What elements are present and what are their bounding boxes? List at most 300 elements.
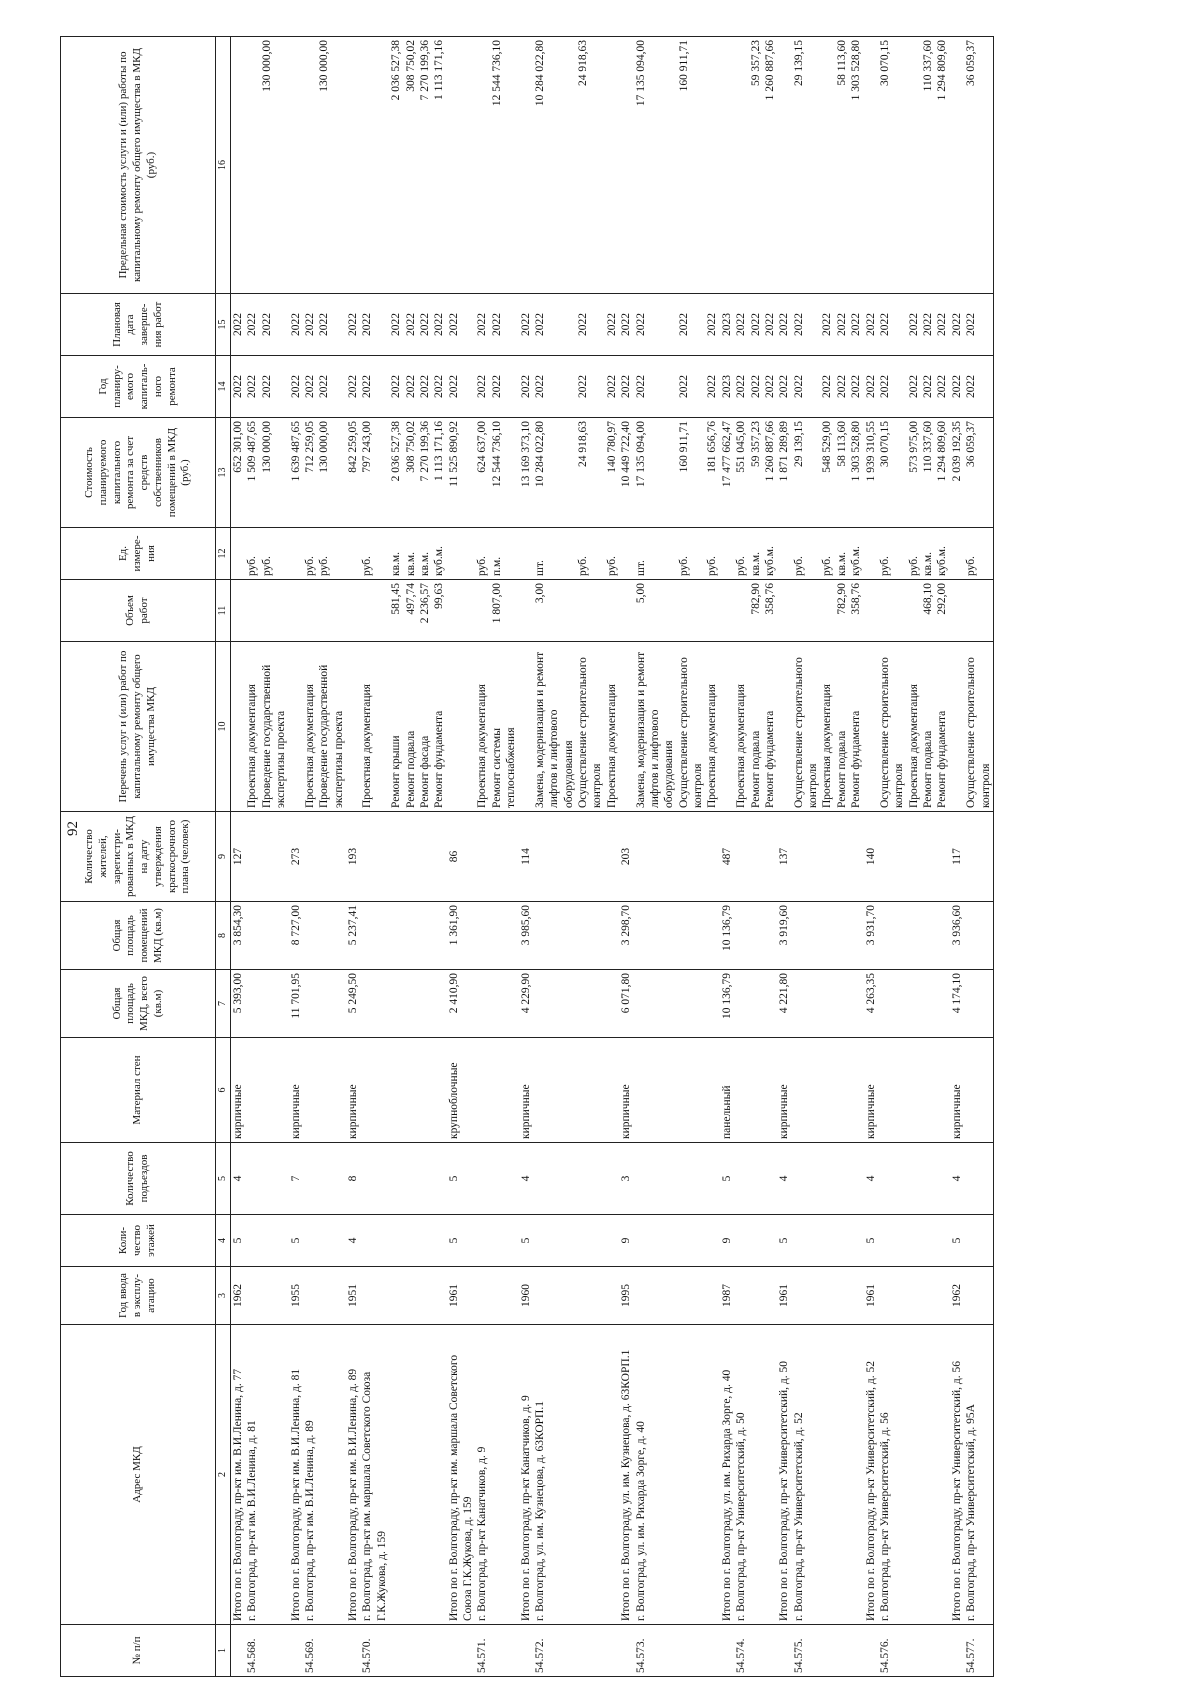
table-cell bbox=[317, 1625, 346, 1677]
table-cell bbox=[935, 1267, 949, 1325]
table-cell bbox=[907, 1038, 921, 1143]
table-cell: 5 bbox=[231, 1215, 246, 1267]
table-cell bbox=[619, 1625, 633, 1677]
table-cell bbox=[317, 1038, 346, 1143]
table-cell bbox=[260, 970, 289, 1038]
table-cell: 130 000,00 bbox=[260, 37, 289, 294]
table-cell bbox=[260, 1038, 289, 1143]
table-cell bbox=[950, 528, 964, 580]
table-cell bbox=[533, 812, 576, 902]
table-cell bbox=[260, 1267, 289, 1325]
table-cell bbox=[231, 642, 246, 812]
table-cell: 1 294 809,60 bbox=[935, 37, 949, 294]
table-cell bbox=[820, 1625, 834, 1677]
table-cell bbox=[447, 580, 476, 642]
table-cell: 17 135 094,00 bbox=[634, 37, 677, 294]
table-cell: 86 bbox=[447, 812, 476, 902]
table-cell bbox=[792, 580, 821, 642]
table-row bbox=[245, 37, 259, 1677]
table-cell bbox=[231, 580, 246, 642]
table-row bbox=[749, 37, 763, 1677]
table-cell bbox=[964, 1038, 993, 1143]
table-cell bbox=[878, 902, 907, 970]
column-number: 12 bbox=[216, 528, 231, 580]
table-cell: 358,76 bbox=[849, 580, 863, 642]
table-cell bbox=[835, 1267, 849, 1325]
table-cell: 54.577. bbox=[964, 1625, 993, 1677]
table-cell bbox=[245, 970, 259, 1038]
table-cell bbox=[533, 1267, 576, 1325]
table-cell: 2022 bbox=[734, 356, 748, 418]
table-cell: 2022 bbox=[231, 356, 246, 418]
table-cell: 1995 bbox=[619, 1267, 633, 1325]
table-cell: г. Волгоград, пр-кт им. маршала Советского Союза Г.К.Жукова, д. 159 bbox=[360, 1325, 389, 1625]
column-number: 7 bbox=[216, 970, 231, 1038]
table-cell bbox=[777, 1625, 791, 1677]
table-cell bbox=[317, 580, 346, 642]
table-cell: 110 337,60 bbox=[921, 418, 935, 528]
table-cell: 1 807,00 bbox=[490, 580, 519, 642]
table-cell: Ремонт подвала bbox=[404, 642, 418, 812]
table-cell bbox=[907, 580, 921, 642]
table-cell bbox=[245, 812, 259, 902]
table-cell bbox=[734, 1143, 748, 1215]
table-cell: Итого по г. Волгограду, пр-кт Канатчиков, д. 9 bbox=[519, 1325, 533, 1625]
table-cell bbox=[303, 1038, 317, 1143]
table-cell: 3,00 bbox=[533, 580, 576, 642]
column-number-row bbox=[216, 37, 231, 1677]
table-cell: 2022 bbox=[418, 356, 432, 418]
table-cell bbox=[475, 1267, 489, 1325]
table-cell bbox=[849, 970, 863, 1038]
table-cell: 551 045,00 bbox=[734, 418, 748, 528]
table-cell bbox=[921, 1625, 935, 1677]
table-cell bbox=[763, 1215, 777, 1267]
table-cell: 2022 bbox=[447, 356, 476, 418]
table-cell bbox=[705, 37, 719, 294]
table-cell: 2022 bbox=[360, 356, 389, 418]
table-cell: 1961 bbox=[864, 1267, 878, 1325]
table-cell bbox=[576, 902, 605, 970]
table-cell bbox=[907, 970, 921, 1038]
table-cell: Ремонт системы теплоснабжения bbox=[490, 642, 519, 812]
table-cell bbox=[749, 902, 763, 970]
table-cell bbox=[950, 580, 964, 642]
table-cell bbox=[677, 1625, 706, 1677]
table-cell bbox=[792, 812, 821, 902]
table-cell bbox=[475, 1143, 489, 1215]
table-cell: 6 071,80 bbox=[619, 970, 633, 1038]
table-cell bbox=[360, 812, 389, 902]
table-cell bbox=[950, 1625, 964, 1677]
table-cell bbox=[964, 1267, 993, 1325]
table-cell bbox=[677, 1267, 706, 1325]
table-cell bbox=[634, 1038, 677, 1143]
table-cell: 2022 bbox=[705, 356, 719, 418]
table-cell: 2022 bbox=[317, 356, 346, 418]
table-cell bbox=[835, 1038, 849, 1143]
table-cell: 2022 bbox=[878, 294, 907, 356]
table-cell bbox=[792, 1215, 821, 1267]
table-cell bbox=[792, 970, 821, 1038]
table-cell: Замена, модернизация и ремонт лифтов и лифтового оборудования bbox=[533, 642, 576, 812]
table-cell: 2 036 527,38 bbox=[389, 37, 403, 294]
table-cell bbox=[389, 1038, 403, 1143]
table-cell bbox=[734, 1038, 748, 1143]
table-cell bbox=[475, 1215, 489, 1267]
table-cell bbox=[418, 1215, 432, 1267]
table-cell bbox=[749, 970, 763, 1038]
table-cell bbox=[734, 1215, 748, 1267]
table-cell: 1 871 289,89 bbox=[777, 418, 791, 528]
table-row bbox=[763, 37, 777, 1677]
table-row bbox=[317, 37, 346, 1677]
table-cell: кв.м. bbox=[418, 528, 432, 580]
table-cell bbox=[475, 1038, 489, 1143]
table-cell bbox=[820, 812, 834, 902]
table-cell: 2022 bbox=[519, 356, 533, 418]
table-cell: Итого по г. Волгограду, пр-кт им. В.И.Ленина, д. 81 bbox=[289, 1325, 303, 1625]
column-number: 2 bbox=[216, 1325, 231, 1625]
table-cell: 1 294 809,60 bbox=[935, 418, 949, 528]
table-cell bbox=[346, 37, 360, 294]
table-cell: 54.576. bbox=[878, 1625, 907, 1677]
table-cell bbox=[389, 1625, 403, 1677]
table-cell bbox=[634, 1143, 677, 1215]
table-cell: 2022 bbox=[792, 294, 821, 356]
table-cell bbox=[878, 812, 907, 902]
table-cell bbox=[734, 812, 748, 902]
table-cell bbox=[763, 1625, 777, 1677]
table-cell: п.м. bbox=[490, 528, 519, 580]
table-cell bbox=[964, 1143, 993, 1215]
table-cell bbox=[432, 1038, 446, 1143]
table-cell bbox=[303, 37, 317, 294]
table-cell: 782,90 bbox=[749, 580, 763, 642]
table-cell bbox=[519, 1625, 533, 1677]
table-cell: 2022 bbox=[533, 294, 576, 356]
table-cell bbox=[677, 580, 706, 642]
table-cell bbox=[835, 1215, 849, 1267]
table-cell: 4 221,80 bbox=[777, 970, 791, 1038]
table-cell bbox=[533, 902, 576, 970]
table-cell bbox=[475, 902, 489, 970]
table-row bbox=[576, 37, 605, 1677]
table-cell bbox=[763, 902, 777, 970]
table-cell bbox=[705, 1267, 719, 1325]
table-cell bbox=[792, 902, 821, 970]
table-cell bbox=[964, 970, 993, 1038]
table-cell: 8 bbox=[346, 1143, 360, 1215]
table-cell: куб.м. bbox=[849, 528, 863, 580]
table-cell bbox=[303, 580, 317, 642]
table-cell: 2022 bbox=[533, 356, 576, 418]
table-cell bbox=[935, 1143, 949, 1215]
table-cell: 58 113,60 bbox=[835, 418, 849, 528]
table-cell bbox=[447, 37, 476, 294]
table-cell: 2022 bbox=[921, 294, 935, 356]
table-cell bbox=[921, 812, 935, 902]
table-cell bbox=[935, 812, 949, 902]
table-cell bbox=[245, 580, 259, 642]
column-number: 10 bbox=[216, 642, 231, 812]
table-cell: 2022 bbox=[835, 294, 849, 356]
table-cell: 2022 bbox=[749, 356, 763, 418]
table-cell bbox=[576, 1215, 605, 1267]
table-cell: 497,74 bbox=[404, 580, 418, 642]
table-cell: Осуществление строительного контроля bbox=[576, 642, 605, 812]
table-cell: г. Волгоград, пр-кт им. В.И.Ленина, д. 89 bbox=[303, 1325, 317, 1625]
table-cell: 2022 bbox=[475, 294, 489, 356]
table-cell bbox=[878, 1143, 907, 1215]
column-header: Коли-чество этажей bbox=[61, 1215, 216, 1267]
table-cell bbox=[835, 902, 849, 970]
table-cell: 2022 bbox=[705, 294, 719, 356]
table-cell bbox=[346, 580, 360, 642]
table-cell bbox=[820, 970, 834, 1038]
table-cell bbox=[303, 970, 317, 1038]
table-cell bbox=[533, 1215, 576, 1267]
table-cell bbox=[835, 1625, 849, 1677]
table-cell: 782,90 bbox=[835, 580, 849, 642]
table-cell bbox=[720, 1625, 734, 1677]
table-cell bbox=[418, 1267, 432, 1325]
column-number: 6 bbox=[216, 1038, 231, 1143]
table-cell: 797 243,00 bbox=[360, 418, 389, 528]
table-cell: 1955 bbox=[289, 1267, 303, 1325]
table-cell bbox=[619, 37, 633, 294]
table-cell: 5 bbox=[864, 1215, 878, 1267]
table-cell bbox=[619, 528, 633, 580]
table-cell bbox=[964, 1215, 993, 1267]
table-cell: Итого по г. Волгограду, пр-кт Университетский, д. 50 bbox=[777, 1325, 791, 1625]
table-cell: 4 bbox=[346, 1215, 360, 1267]
table-cell bbox=[490, 1038, 519, 1143]
table-cell bbox=[533, 970, 576, 1038]
table-cell: панельный bbox=[720, 1038, 734, 1143]
table-cell bbox=[849, 1038, 863, 1143]
table-cell bbox=[576, 812, 605, 902]
table-cell: г. Волгоград, ул. им. Кузнецова, д. 63КОРП.1 bbox=[533, 1325, 576, 1625]
table-cell bbox=[404, 1143, 418, 1215]
table-cell: 13 169 373,10 bbox=[519, 418, 533, 528]
table-cell: 2022 bbox=[849, 294, 863, 356]
table-row bbox=[490, 37, 519, 1677]
table-cell bbox=[317, 812, 346, 902]
column-header: Адрес МКД bbox=[61, 1325, 216, 1625]
table-cell bbox=[849, 902, 863, 970]
table-cell bbox=[705, 1215, 719, 1267]
table-cell: руб. bbox=[792, 528, 821, 580]
table-cell bbox=[346, 642, 360, 812]
table-cell bbox=[490, 1325, 519, 1625]
table-cell bbox=[720, 642, 734, 812]
table-cell: шт. bbox=[533, 528, 576, 580]
table-cell: Осуществление строительного контроля bbox=[677, 642, 706, 812]
table-cell: 2022 bbox=[878, 356, 907, 418]
table-cell bbox=[763, 812, 777, 902]
table-row bbox=[950, 37, 964, 1677]
table-cell: 193 bbox=[346, 812, 360, 902]
table-cell: 160 911,71 bbox=[677, 418, 706, 528]
table-cell bbox=[490, 1215, 519, 1267]
table-cell: 140 bbox=[864, 812, 878, 902]
table-cell bbox=[317, 1267, 346, 1325]
table-cell: руб. bbox=[878, 528, 907, 580]
table-cell: 54.570. bbox=[360, 1625, 389, 1677]
table-cell: 2022 bbox=[634, 356, 677, 418]
table-cell bbox=[490, 812, 519, 902]
table-cell bbox=[864, 1625, 878, 1677]
table-cell bbox=[935, 970, 949, 1038]
table-cell bbox=[475, 970, 489, 1038]
table-cell bbox=[705, 902, 719, 970]
column-number: 3 bbox=[216, 1267, 231, 1325]
table-cell: 1962 bbox=[231, 1267, 246, 1325]
table-cell: 2022 bbox=[907, 356, 921, 418]
table-cell: 2022 bbox=[907, 294, 921, 356]
table-cell: 17 135 094,00 bbox=[634, 418, 677, 528]
table-cell bbox=[447, 642, 476, 812]
table-cell: Итого по г. Волгограду, пр-кт им. В.И.Ленина, д. 77 bbox=[231, 1325, 246, 1625]
table-cell bbox=[360, 1267, 389, 1325]
column-header: Объем работ bbox=[61, 580, 216, 642]
table-cell: 2022 bbox=[950, 356, 964, 418]
table-body bbox=[231, 37, 994, 1677]
table-cell: 2022 bbox=[317, 294, 346, 356]
table-cell bbox=[964, 812, 993, 902]
table-row bbox=[418, 37, 432, 1677]
table-cell: 842 259,05 bbox=[346, 418, 360, 528]
table-cell bbox=[935, 1325, 949, 1625]
capital-repair-table bbox=[60, 36, 994, 1677]
table-cell: 548 529,00 bbox=[820, 418, 834, 528]
table-cell bbox=[245, 1267, 259, 1325]
table-cell bbox=[734, 902, 748, 970]
table-cell bbox=[605, 902, 619, 970]
table-cell: 11 701,95 bbox=[289, 970, 303, 1038]
table-cell bbox=[432, 902, 446, 970]
table-cell: руб. bbox=[705, 528, 719, 580]
table-cell bbox=[878, 1267, 907, 1325]
table-cell: 2022 bbox=[245, 294, 259, 356]
table-cell: 1961 bbox=[777, 1267, 791, 1325]
table-cell bbox=[749, 812, 763, 902]
table-cell bbox=[777, 528, 791, 580]
table-cell: 2022 bbox=[404, 294, 418, 356]
table-cell: 4 bbox=[864, 1143, 878, 1215]
table-cell: 24 918,63 bbox=[576, 418, 605, 528]
column-number: 5 bbox=[216, 1143, 231, 1215]
table-cell bbox=[245, 902, 259, 970]
table-cell bbox=[849, 812, 863, 902]
table-cell bbox=[260, 1143, 289, 1215]
table-cell: 117 bbox=[950, 812, 964, 902]
table-cell bbox=[777, 642, 791, 812]
table-cell: 4 bbox=[231, 1143, 246, 1215]
table-cell bbox=[749, 1143, 763, 1215]
table-cell bbox=[289, 1625, 303, 1677]
table-cell bbox=[389, 902, 403, 970]
table-cell: г. Волгоград, пр-кт Канатчиков, д. 9 bbox=[475, 1325, 489, 1625]
table-cell: 54.575. bbox=[792, 1625, 821, 1677]
table-cell bbox=[418, 902, 432, 970]
table-cell bbox=[820, 1267, 834, 1325]
table-cell: кв.м. bbox=[389, 528, 403, 580]
table-cell bbox=[432, 1215, 446, 1267]
table-row bbox=[404, 37, 418, 1677]
table-cell bbox=[576, 1625, 605, 1677]
table-cell bbox=[289, 37, 303, 294]
table-cell: 2022 bbox=[777, 294, 791, 356]
table-cell bbox=[964, 580, 993, 642]
table-cell: 30 070,15 bbox=[878, 37, 907, 294]
table-cell bbox=[432, 1267, 446, 1325]
table-cell bbox=[418, 1325, 432, 1625]
table-cell bbox=[921, 970, 935, 1038]
table-cell bbox=[605, 37, 619, 294]
table-cell bbox=[317, 970, 346, 1038]
column-header: Материал стен bbox=[61, 1038, 216, 1143]
table-cell: Ремонт фундамента bbox=[935, 642, 949, 812]
table-cell: 10 284 022,80 bbox=[533, 37, 576, 294]
table-cell bbox=[677, 812, 706, 902]
table-row bbox=[907, 37, 921, 1677]
table-cell bbox=[634, 902, 677, 970]
column-header: Стоимость планируемого капитального ремонта за счет средств собственников помещений в МКД (руб.) bbox=[61, 418, 216, 528]
table-cell: куб.м. bbox=[935, 528, 949, 580]
table-cell: 5 bbox=[289, 1215, 303, 1267]
table-cell bbox=[303, 902, 317, 970]
column-number: 16 bbox=[216, 37, 231, 294]
column-header: Ед. измере-ния bbox=[61, 528, 216, 580]
table-cell: г. Волгоград, ул. им. Рихарда Зорге, д. 40 bbox=[634, 1325, 677, 1625]
table-cell bbox=[907, 1267, 921, 1325]
table-cell: 1 303 528,80 bbox=[849, 418, 863, 528]
table-cell: 7 bbox=[289, 1143, 303, 1215]
table-cell: 2 236,57 bbox=[418, 580, 432, 642]
table-cell: 4 263,35 bbox=[864, 970, 878, 1038]
table-cell: Осуществление строительного контроля bbox=[964, 642, 993, 812]
table-cell bbox=[231, 1625, 246, 1677]
table-cell bbox=[389, 1143, 403, 1215]
table-cell bbox=[418, 970, 432, 1038]
table-cell: 5 bbox=[720, 1143, 734, 1215]
table-cell: 30 070,15 bbox=[878, 418, 907, 528]
table-cell bbox=[303, 1215, 317, 1267]
column-header: Количество подъездов bbox=[61, 1143, 216, 1215]
table-cell: Проектная документация bbox=[245, 642, 259, 812]
table-cell bbox=[260, 1325, 289, 1625]
table-row bbox=[346, 37, 360, 1677]
table-cell: 181 656,76 bbox=[705, 418, 719, 528]
table-cell bbox=[289, 642, 303, 812]
table-cell bbox=[418, 812, 432, 902]
table-cell bbox=[245, 1143, 259, 1215]
table-cell: 58 113,60 bbox=[835, 37, 849, 294]
table-cell bbox=[705, 1325, 719, 1625]
table-cell: 12 544 736,10 bbox=[490, 418, 519, 528]
table-cell bbox=[705, 1625, 719, 1677]
column-number: 14 bbox=[216, 356, 231, 418]
table-cell bbox=[864, 580, 878, 642]
table-cell: 2022 bbox=[921, 356, 935, 418]
table-row bbox=[921, 37, 935, 1677]
table-cell: кв.м. bbox=[749, 528, 763, 580]
table-cell: 2022 bbox=[260, 294, 289, 356]
table-cell: 468,10 bbox=[921, 580, 935, 642]
table-cell: 2022 bbox=[346, 294, 360, 356]
